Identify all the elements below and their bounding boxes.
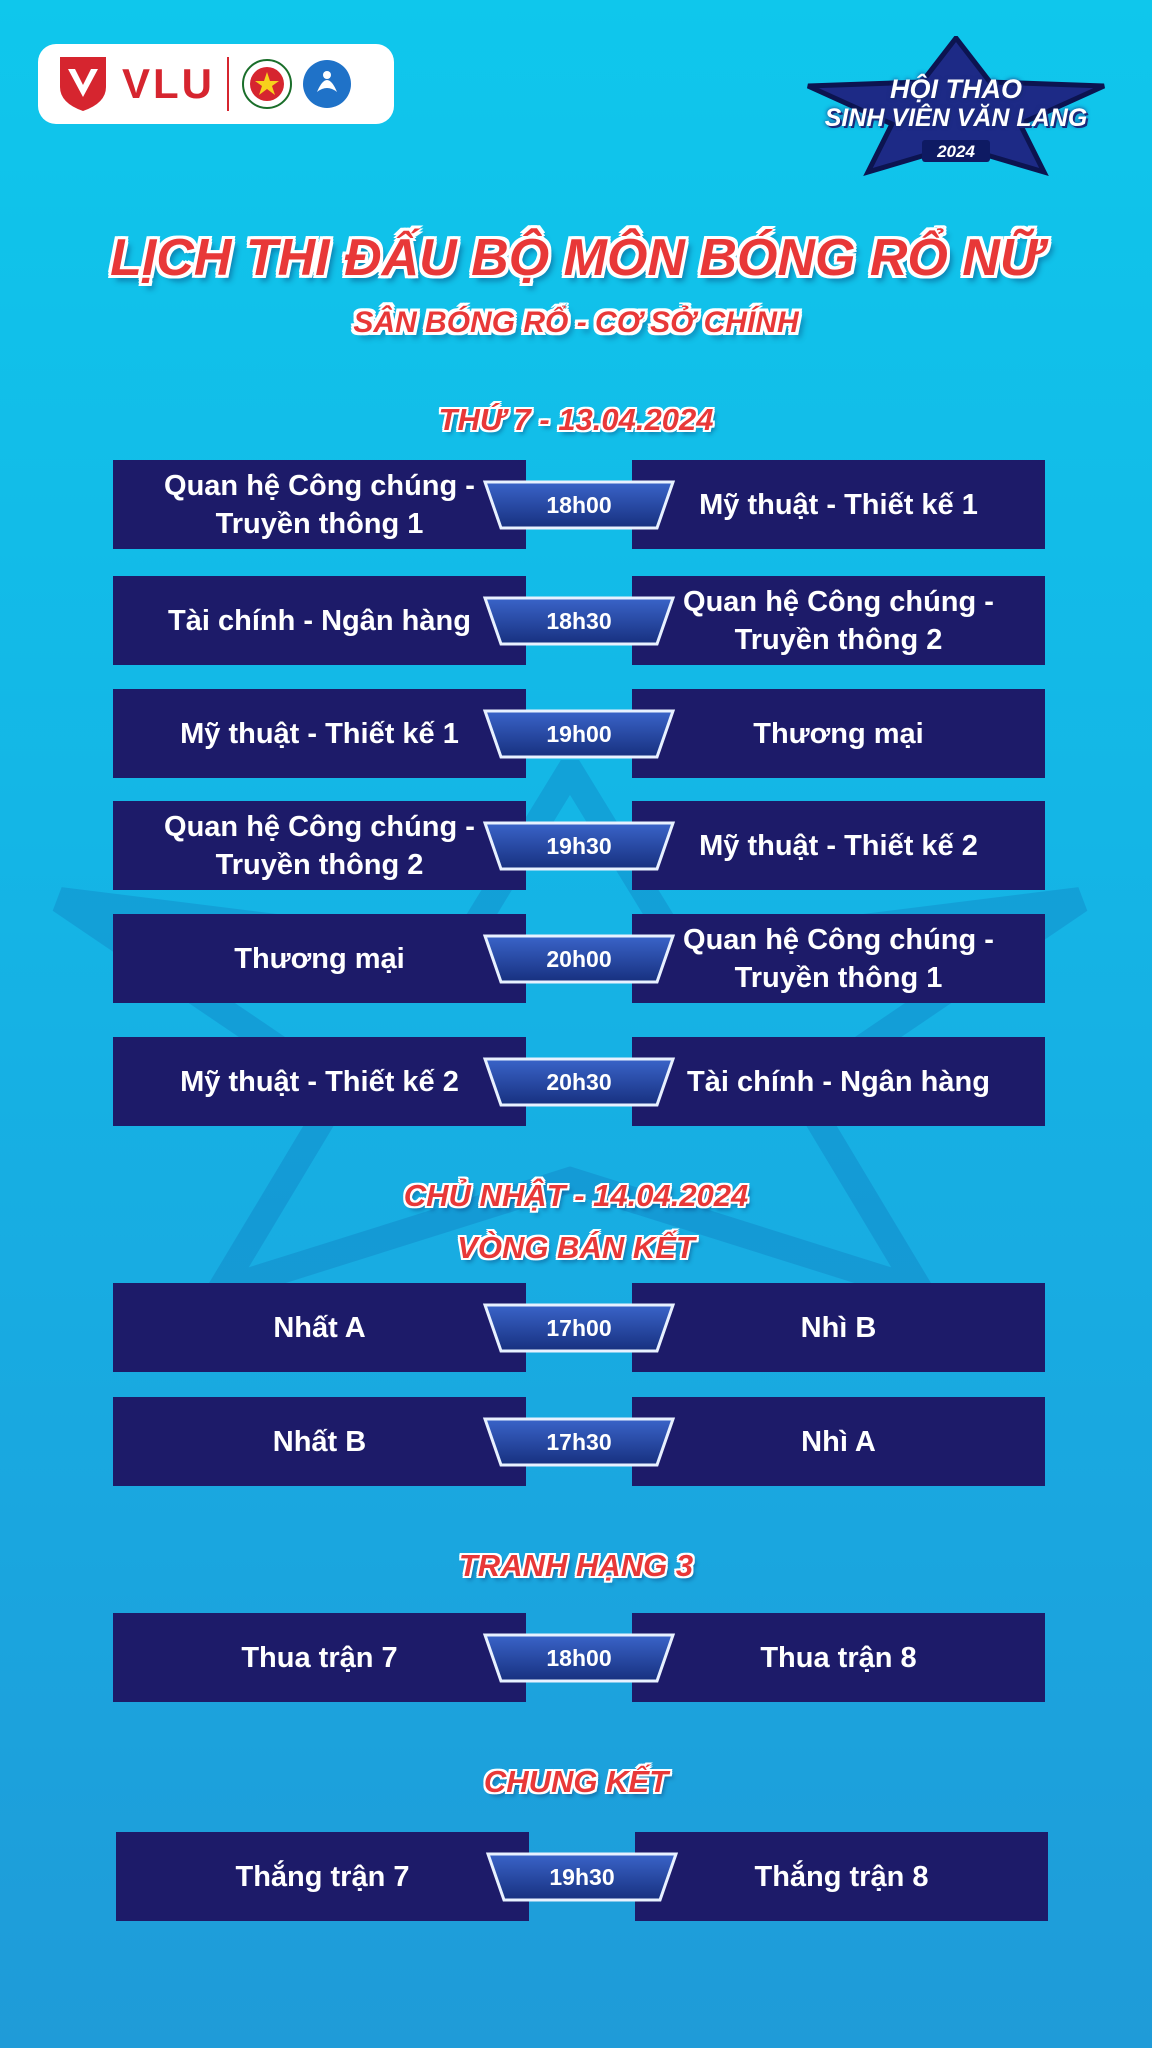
team-left: Nhất B — [113, 1397, 526, 1486]
team-left: Thắng trận 7 — [116, 1832, 529, 1921]
match-time: 19h30 — [546, 833, 612, 859]
match-time: 18h30 — [546, 608, 612, 634]
match-time: 20h00 — [546, 946, 612, 972]
match-row — [113, 1613, 1045, 1702]
team-right: Quan hệ Công chúng - Truyền thông 1 — [632, 914, 1045, 1003]
team-right: Mỹ thuật - Thiết kế 2 — [632, 801, 1045, 890]
student-association-emblem-icon — [301, 58, 353, 110]
team-left: Quan hệ Công chúng - Truyền thông 1 — [113, 460, 526, 549]
event-logo-year: 2024 — [937, 142, 975, 161]
team-right: Quan hệ Công chúng - Truyền thông 2 — [632, 576, 1045, 665]
team-left: Thương mại — [113, 914, 526, 1003]
event-logo-line2: SINH VIÊN VĂN LANG — [824, 104, 1088, 132]
university-logo-group — [38, 44, 394, 124]
third-place-label: TRANH HẠNG 3 — [458, 1548, 694, 1583]
team-left: Quan hệ Công chúng - Truyền thông 2 — [113, 801, 526, 890]
page-title: LỊCH THI ĐẤU BỘ MÔN BÓNG RỔ NỮ — [110, 229, 1042, 287]
team-right: Thắng trận 8 — [635, 1832, 1048, 1921]
match-row — [113, 914, 1045, 1003]
match-row — [113, 1037, 1045, 1126]
event-logo-line1: HỘI THAO — [890, 74, 1022, 104]
match-time: 19h00 — [546, 721, 612, 747]
team-left: Mỹ thuật - Thiết kế 2 — [113, 1037, 526, 1126]
match-row — [116, 1832, 1048, 1921]
team-left: Thua trận 7 — [113, 1613, 526, 1702]
semifinal-label: VÒNG BÁN KẾT — [457, 1230, 695, 1265]
time-badge — [479, 709, 679, 759]
time-badge — [479, 1633, 679, 1683]
event-star-logo — [800, 36, 1112, 176]
match-row — [113, 460, 1045, 549]
match-time: 17h00 — [546, 1315, 612, 1341]
logo-divider — [227, 57, 229, 111]
team-left: Mỹ thuật - Thiết kế 1 — [113, 689, 526, 778]
team-right: Mỹ thuật - Thiết kế 1 — [632, 460, 1045, 549]
brand-text: VLU — [122, 60, 215, 107]
final-label: CHUNG KẾT — [483, 1764, 669, 1799]
team-right: Thua trận 8 — [632, 1613, 1045, 1702]
time-badge — [479, 1303, 679, 1353]
time-badge — [479, 1057, 679, 1107]
match-row — [113, 801, 1045, 890]
match-time: 18h00 — [546, 492, 612, 518]
day2-label: CHỦ NHẬT - 14.04.2024 — [403, 1178, 749, 1213]
match-row — [113, 689, 1045, 778]
time-badge — [479, 480, 679, 530]
time-badge — [479, 934, 679, 984]
match-row — [113, 576, 1045, 665]
team-right: Nhì B — [632, 1283, 1045, 1372]
vlu-shield-icon — [58, 55, 108, 113]
youth-union-emblem-icon — [241, 58, 293, 110]
team-left: Tài chính - Ngân hàng — [113, 576, 526, 665]
time-badge — [479, 821, 679, 871]
time-badge — [482, 1852, 682, 1902]
day1-label: THỨ 7 - 13.04.2024 — [438, 402, 714, 437]
match-time: 17h30 — [546, 1429, 612, 1455]
team-right: Nhì A — [632, 1397, 1045, 1486]
team-right: Tài chính - Ngân hàng — [632, 1037, 1045, 1126]
team-right: Thương mại — [632, 689, 1045, 778]
match-time: 19h30 — [549, 1864, 615, 1890]
match-time: 20h30 — [546, 1069, 612, 1095]
match-row — [113, 1397, 1045, 1486]
match-time: 18h00 — [546, 1645, 612, 1671]
page-subtitle: SÂN BÓNG RỔ - CƠ SỞ CHÍNH — [353, 306, 799, 339]
time-badge — [479, 596, 679, 646]
time-badge — [479, 1417, 679, 1467]
team-left: Nhất A — [113, 1283, 526, 1372]
match-row — [113, 1283, 1045, 1372]
